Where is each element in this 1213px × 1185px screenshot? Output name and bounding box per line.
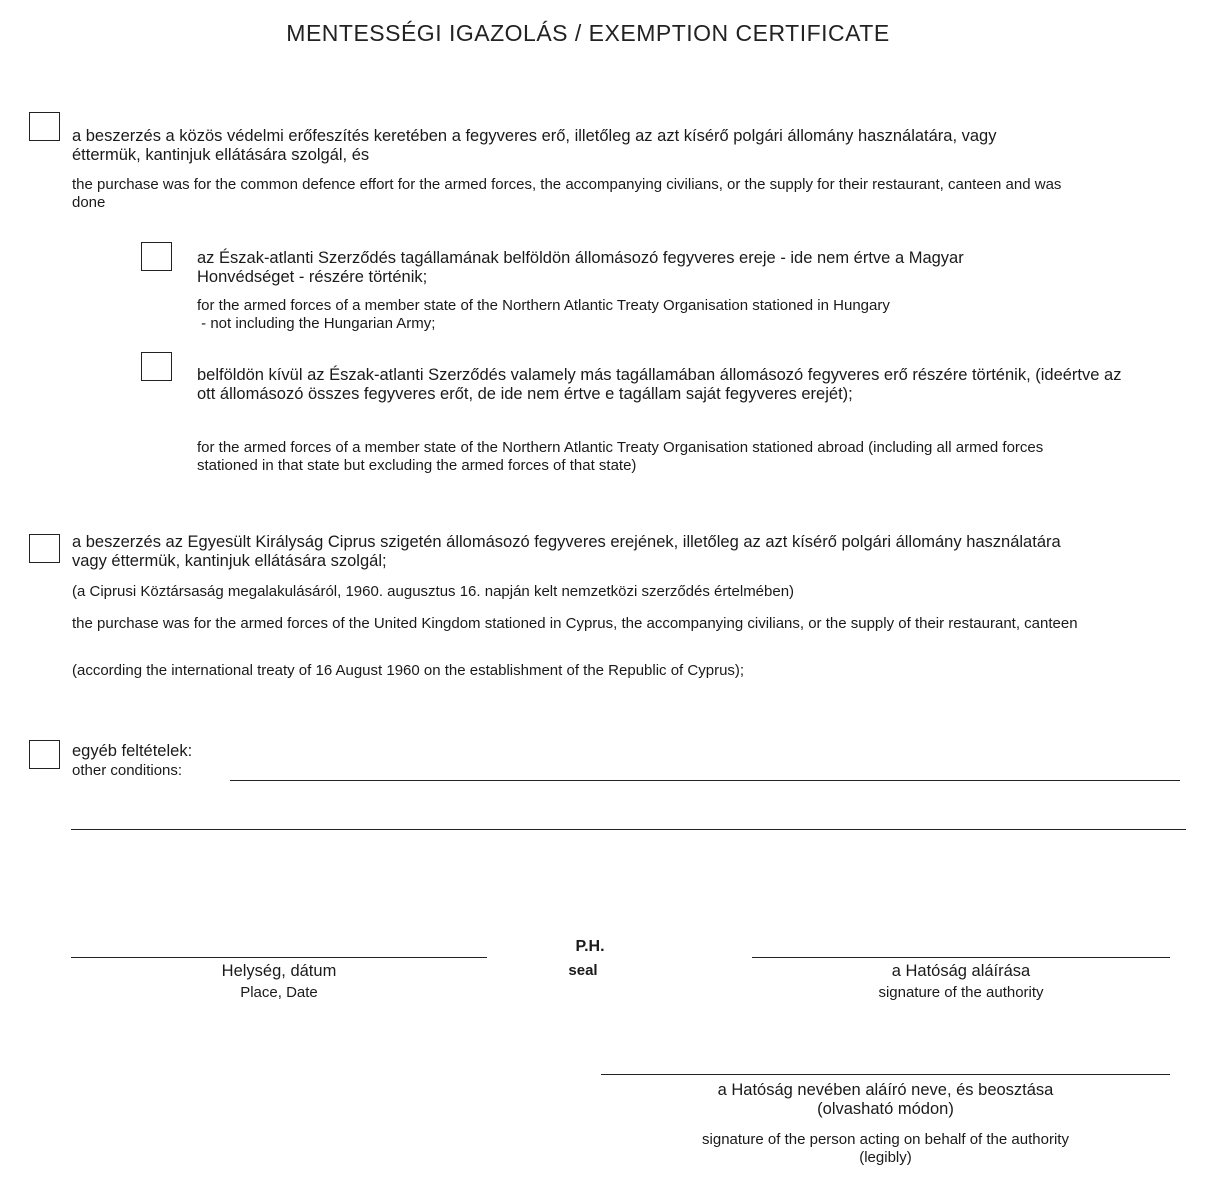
sub2-en-text: for the armed forces of a member state of the Northern Atlantic Treaty Organisation stationed abroad (including all armed forces stationed in that state but excluding the armed forces of that state) — [197, 439, 1044, 474]
person-signature-hu-line2: (olvasható módon) — [817, 1100, 954, 1118]
section3-en-label: other conditions: — [72, 762, 183, 779]
person-signature-en-line2: (legibly) — [859, 1149, 912, 1166]
seal-en: seal — [568, 962, 598, 979]
authority-signature-line[interactable] — [752, 957, 1170, 958]
checkbox-nato-abroad[interactable] — [141, 352, 172, 381]
certificate-title: MENTESSÉGI IGAZOLÁS / EXEMPTION CERTIFICATE — [286, 20, 890, 46]
section2-hu-note: (a Ciprusi Köztársaság megalakulásáról, 1960. augusztus 16. napján kelt nemzetközi szerződés értelmében) — [72, 583, 795, 600]
section2-en-text: the purchase was for the armed forces of the United Kingdom stationed in Cyprus, the accompanying civilians, or the supply of their restaurant, canteen — [72, 615, 1078, 632]
sub1-hu-text: az Észak-atlanti Szerződés tagállamának belföldön állomásozó fegyveres ereje - ide nem értve a Magyar Honvédséget - részére történik; — [197, 249, 964, 286]
section3-hu-label: egyéb feltételek: — [72, 742, 193, 760]
place-date-line[interactable] — [71, 957, 487, 958]
person-signature-line[interactable] — [601, 1074, 1170, 1075]
section2-en-note: (according the international treaty of 16 August 1960 on the establishment of the Republic of Cyprus); — [72, 662, 745, 679]
sub1-en-text-line2: - not including the Hungarian Army; — [197, 315, 436, 332]
section2-hu-text: a beszerzés az Egyesült Királyság Ciprus szigetén állomásozó fegyveres erejének, illetőleg az azt kísérő polgári állomány használatára vagy éttermük, kantinjuk ellátására szolgál; — [72, 533, 1061, 570]
other-conditions-line-1[interactable] — [230, 780, 1180, 781]
place-date-hu: Helység, dátum — [221, 962, 337, 980]
section1-en-text: the purchase was for the common defence effort for the armed forces, the accompanying civilians, or the supply for their restaurant, canteen and was done — [72, 176, 1062, 211]
person-signature-hu-line1: a Hatóság nevében aláíró neve, és beosztása — [717, 1081, 1054, 1099]
checkbox-other-conditions[interactable] — [29, 740, 60, 769]
authority-signature-en: signature of the authority — [878, 984, 1044, 1001]
authority-signature-hu: a Hatóság aláírása — [891, 962, 1031, 980]
checkbox-uk-cyprus[interactable] — [29, 534, 60, 563]
checkbox-nato-in-hungary[interactable] — [141, 242, 172, 271]
sub2-hu-text: belföldön kívül az Észak-atlanti Szerződés valamely más tagállamában állomásozó fegyveres erő részére történik, (ideértve az ott állomásozó összes fegyveres erőt, de ide nem értve e tagállam saját fegyveres erejét); — [197, 366, 1122, 403]
sub1-en-text-line1: for the armed forces of a member state of the Northern Atlantic Treaty Organisation stationed in Hungary — [197, 297, 890, 314]
place-date-en: Place, Date — [240, 984, 318, 1001]
person-signature-en-line1: signature of the person acting on behalf of the authority — [702, 1131, 1069, 1148]
other-conditions-line-2[interactable] — [71, 829, 1186, 830]
seal-hu: P.H. — [575, 938, 605, 955]
checkbox-common-defence[interactable] — [29, 112, 60, 141]
section1-hu-text: a beszerzés a közös védelmi erőfeszítés keretében a fegyveres erő, illetőleg az azt kísérő polgári állomány használatára, vagy éttermük, kantinjuk ellátására szolgál, és — [72, 127, 997, 164]
